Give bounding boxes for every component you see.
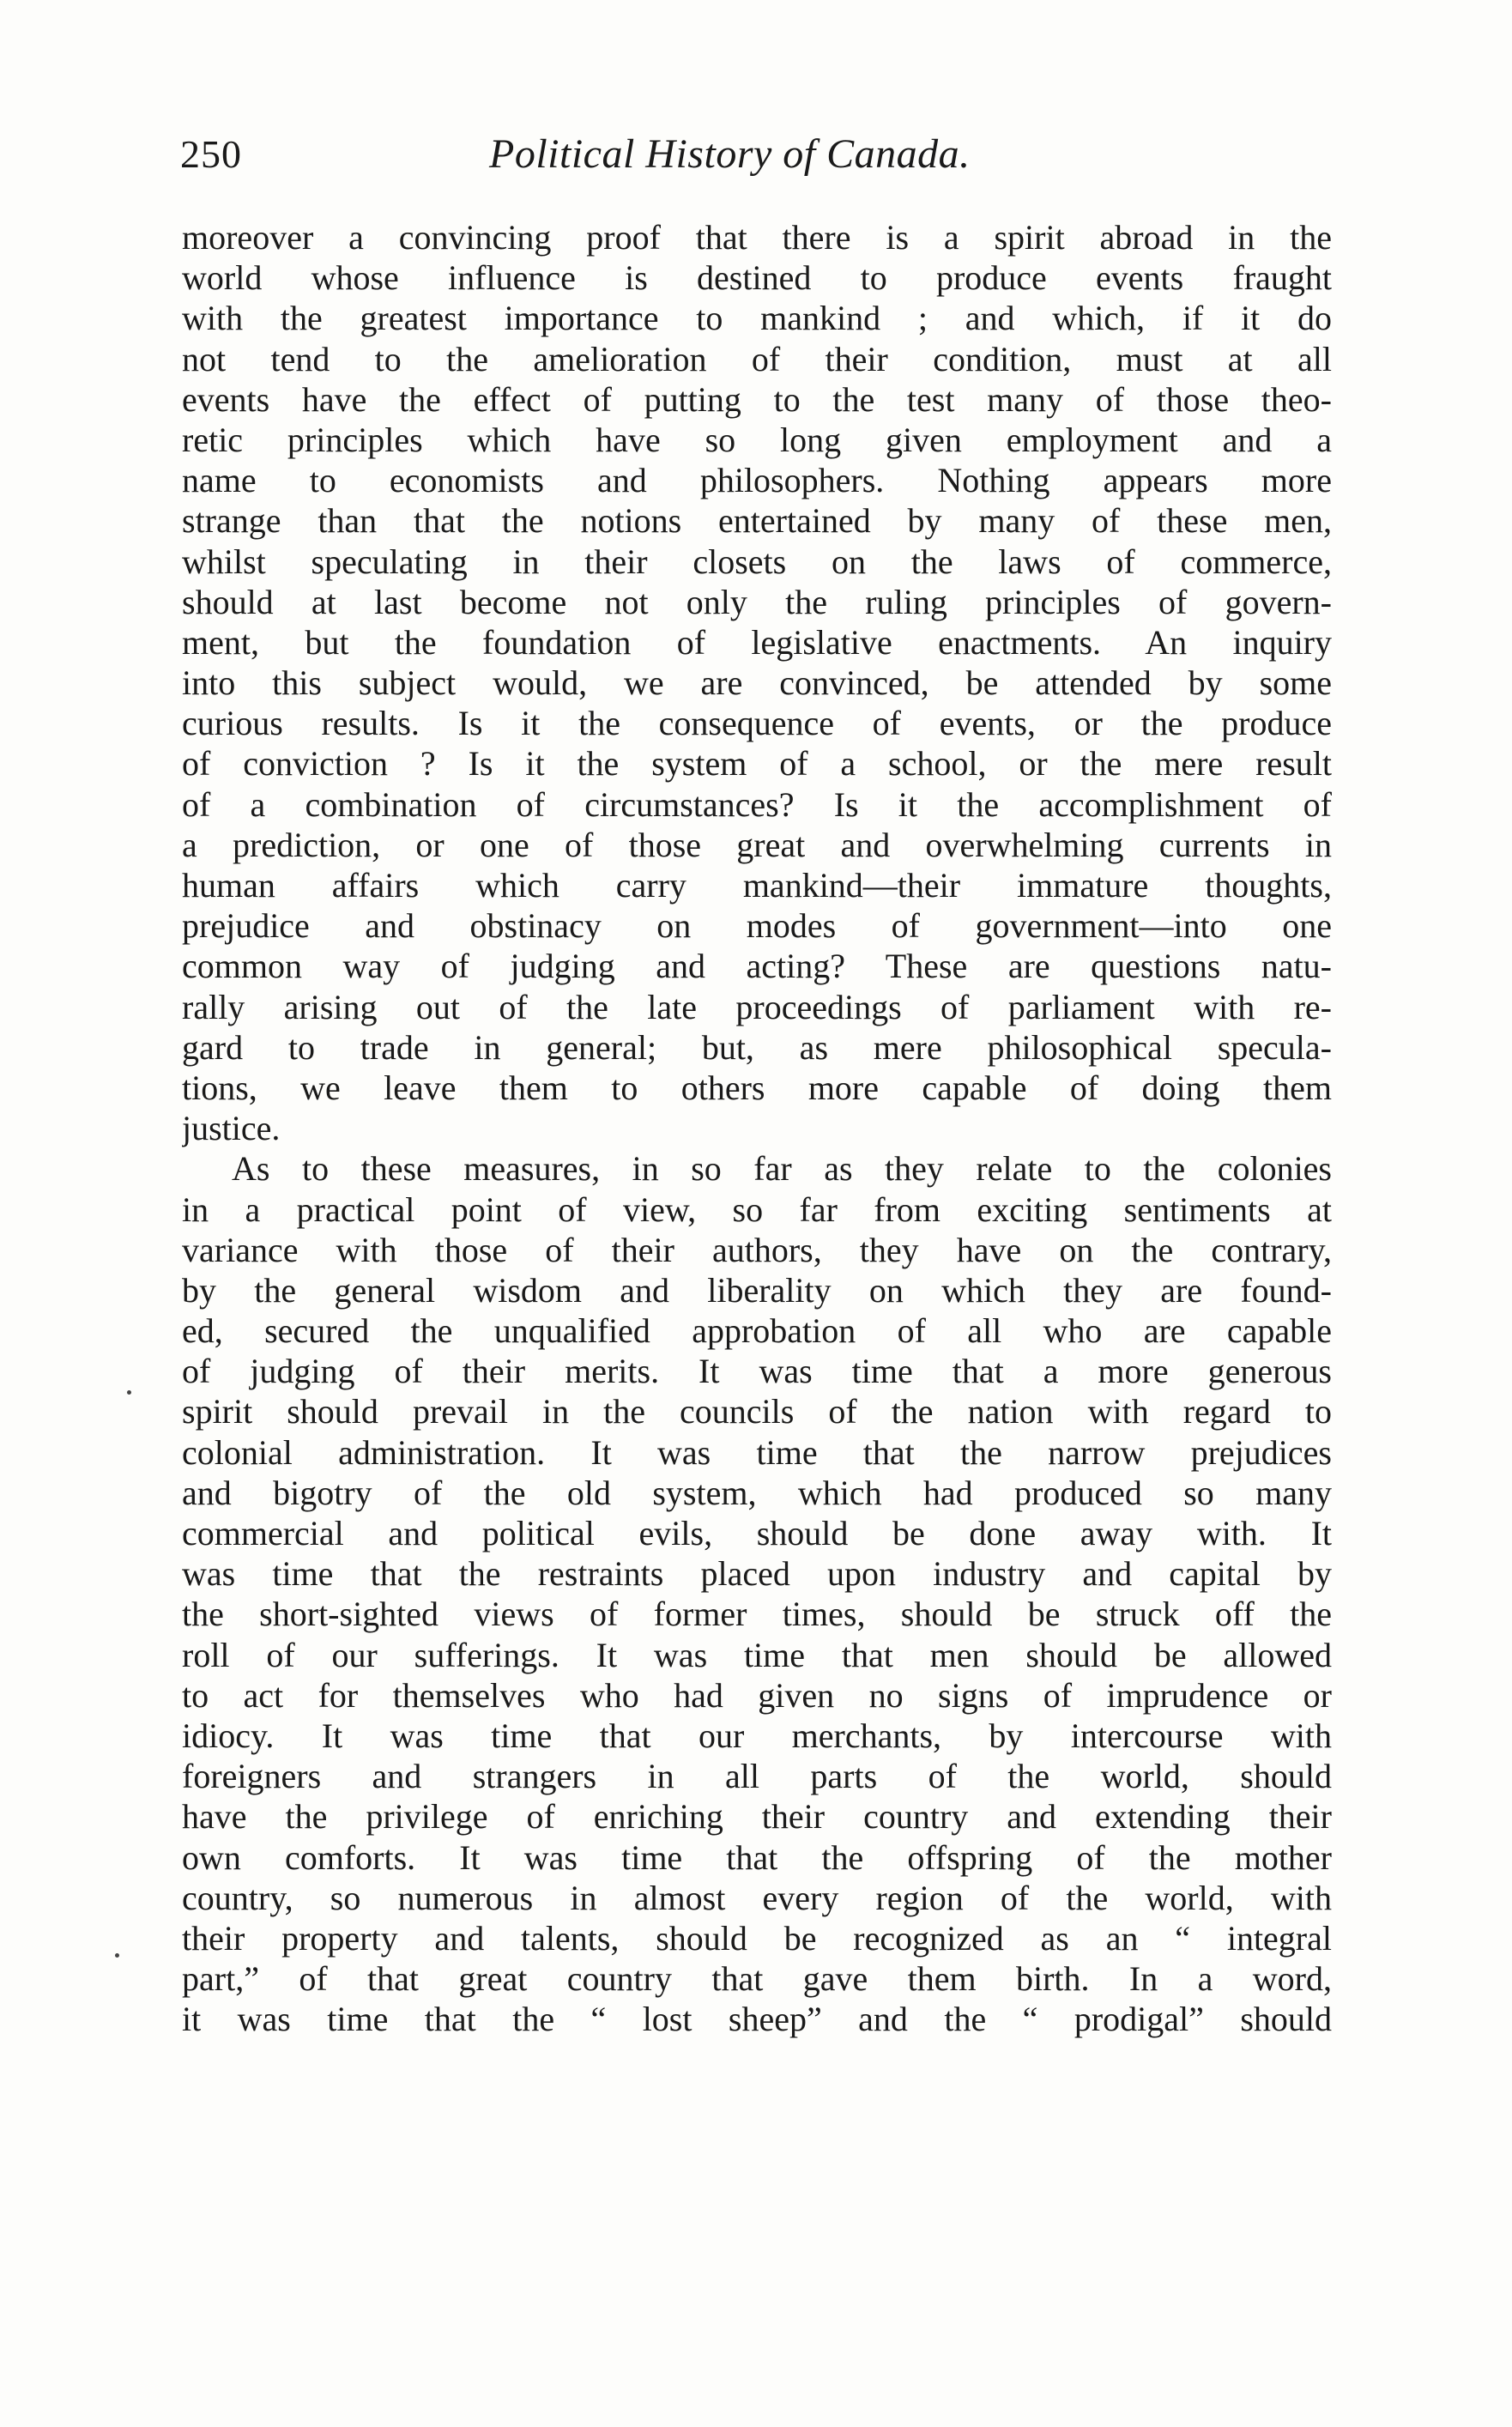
text-line: by the general wisdom and liberality on which they are found- — [182, 1270, 1332, 1310]
text-line: their property and talents, should be recognized as an “ integral — [182, 1918, 1332, 1958]
text-line: should at last become not only the ruling principles of govern- — [182, 582, 1332, 621]
margin-speck — [115, 1953, 119, 1958]
text-line: country, so numerous in almost every region of the world, with — [182, 1878, 1332, 1917]
margin-speck — [127, 1390, 131, 1395]
text-line: gard to trade in general; but, as mere philosophical specula- — [182, 1027, 1332, 1067]
page-number: 250 — [180, 132, 242, 176]
text-line: of judging of their merits. It was time that a more generous — [182, 1352, 1332, 1391]
text-line: prejudice and obstinacy on modes of government—into one — [182, 906, 1332, 946]
text-line: roll of our sufferings. It was time that men should be allowed — [182, 1635, 1332, 1674]
text-line: strange than that the notions entertained by many of these men, — [182, 501, 1332, 541]
text-line: tions, we leave them to others more capable of doing them — [182, 1068, 1332, 1107]
text-line: of a combination of circumstances? Is it the accomplishment of — [182, 784, 1332, 824]
text-line: moreover a convincing proof that there is a spirit abroad in the — [182, 218, 1332, 257]
text-line: human affairs which carry mankind—their immature thoughts, — [182, 866, 1332, 905]
running-title: Political History of Canada. — [489, 131, 971, 177]
text-line: to act for themselves who had given no signs of imprudence or — [182, 1675, 1332, 1715]
text-line: not tend to the amelioration of their condition, must at all — [182, 339, 1332, 378]
text-line: common way of judging and acting? These are questions natu- — [182, 947, 1332, 986]
text-line: own comforts. It was time that the offspring of the mother — [182, 1837, 1332, 1877]
text-line: variance with those of their authors, they have on the contrary, — [182, 1230, 1332, 1269]
text-line: colonial administration. It was time that the narrow prejudices — [182, 1432, 1332, 1472]
text-line: the short-sighted views of former times, should be struck off the — [182, 1595, 1332, 1634]
text-line: curious results. Is it the consequence of events, or the produce — [182, 704, 1332, 743]
text-line: have the privilege of enriching their country and extending their — [182, 1797, 1332, 1837]
text-line: and bigotry of the old system, which had produced so many — [182, 1473, 1332, 1512]
text-line: part,” of that great country that gave them birth. In a word, — [182, 1959, 1332, 1999]
paragraph-end-line: justice. — [182, 1109, 281, 1148]
text-line: whilst speculating in their closets on the laws of commerce, — [182, 542, 1332, 581]
text-line: foreigners and strangers in all parts of the world, should — [182, 1757, 1332, 1796]
text-line: into this subject would, we are convinced, be attended by some — [182, 663, 1332, 703]
paragraph-start-line: As to these measures, in so far as they relate to the colonies — [232, 1149, 1332, 1189]
text-line: ed, secured the unqualified approbation of all who are capable — [182, 1311, 1332, 1351]
text-line: it was time that the “ lost sheep” and the “ prodigal” should — [182, 2000, 1332, 2039]
text-line: a prediction, or one of those great and overwhelming currents in — [182, 825, 1332, 864]
text-line: in a practical point of view, so far from exciting sentiments at — [182, 1189, 1332, 1229]
text-line: commercial and political evils, should be done away with. It — [182, 1514, 1332, 1552]
text-line: retic principles which have so long given employment and a — [182, 420, 1332, 459]
text-line: was time that the restraints placed upon industry and capital by — [182, 1554, 1332, 1594]
text-line: idiocy. It was time that our merchants, by intercourse with — [182, 1716, 1332, 1755]
text-line: name to economists and philosophers. Nothing appears more — [182, 461, 1332, 500]
body-text — [182, 217, 1332, 2039]
text-line: world whose influence is destined to produce events fraught — [182, 258, 1332, 298]
text-line: ment, but the foundation of legislative enactments. An inquiry — [182, 622, 1332, 662]
text-line: events have the effect of putting to the test many of those theo- — [182, 379, 1332, 419]
text-line: with the greatest importance to mankind ; and which, if it do — [182, 299, 1332, 338]
text-line: of conviction ? Is it the system of a school, or the mere result — [182, 744, 1332, 784]
text-line: rally arising out of the late proceedings of parliament with re- — [182, 987, 1332, 1026]
text-line: spirit should prevail in the councils of the nation with regard to — [182, 1392, 1332, 1431]
running-head — [180, 129, 1330, 189]
